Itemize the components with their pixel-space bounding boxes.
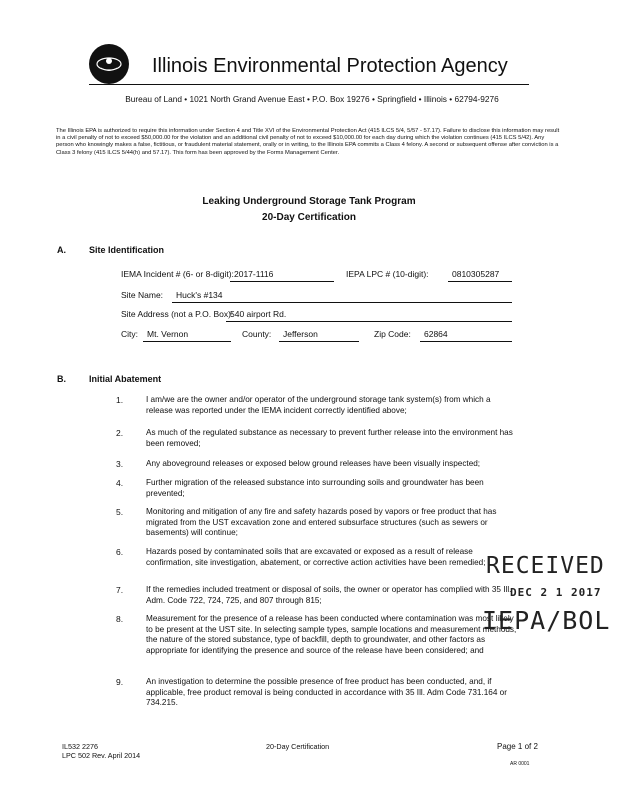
program-title: Leaking Underground Storage Tank Program [202, 196, 416, 207]
iepa-lpc-underline [448, 281, 512, 282]
received-stamp-date: DEC 2 1 2017 [510, 586, 602, 599]
form-title: 20-Day Certification [262, 212, 356, 223]
item-7-number: 7. [116, 585, 124, 595]
agency-address: Bureau of Land • 1021 North Grand Avenue East • P.O. Box 19276 • Springfield • Illinois • 62794-9276 [125, 94, 499, 104]
received-stamp-office: IEPA/BOL [482, 606, 611, 635]
item-4-text: Further migration of the released substance into surrounding soils and groundwater has been prevented; [146, 478, 484, 498]
item-9-number: 9. [116, 677, 124, 687]
footer-form-code-line: IL532 2276 [62, 742, 98, 751]
zip-code-underline [420, 341, 512, 342]
item-8-text: Measurement for the presence of a release has been conducted where contamination was most likely to be present at the UST site. In selecting sample types, sample locations and measurement methods, the nature of the stored substance, type of backfill, depth to groundwater, and other factors as appropriate for identifying the presence and source of the release have been considered; and [146, 614, 517, 655]
iepa-lpc-label: IEPA LPC # (10-digit): [346, 269, 429, 279]
county-underline [279, 341, 359, 342]
item-6-text: Hazards posed by contaminated soils that are excavated or exposed as a result of release confirmation, site investigation, abatement, or corrective action activities have been remedied; [146, 547, 486, 567]
legal-notice-text: The Illinois EPA is authorized to require this information under Section 4 and Title XVI of the Environmental Protection Act (415 ILCS 5/4, 5/57 - 57.17). Failure to disclose this information may result in a civil penalty of not to exceed $50,000.00 for the violation and an additional civil penalty of not to exceed $10,000.00 for each day during which the violation continues (415 ILCS 5/42). Any person who knowingly makes a false, fictitious, or fraudulent material statement, orally or in writing, to the Illinois EPA commits a Class 4 felony. A second or subsequent offense after conviction is a Class 3 felony (415 ILCS 5/44(h) and 57.17). This form has been approved by the Forms Management Center. [56, 128, 560, 156]
item-9-text: An investigation to determine the possible presence of free product has been conducted, and, if applicable, free product removal is being conducted in accordance with 35 Ill. Adm Code 731.164 or 734.215. [146, 677, 507, 707]
city-label: City: [121, 329, 138, 339]
item-3-text: Any aboveground releases or exposed below ground releases have been visually inspected; [146, 459, 481, 468]
footer-form-code [62, 742, 140, 760]
item-6-number: 6. [116, 547, 124, 557]
seal-icon [89, 44, 129, 84]
item-2-number: 2. [116, 428, 124, 438]
county-label: County: [242, 329, 272, 339]
site-name-label: Site Name: [121, 290, 164, 300]
received-stamp-text: RECEIVED [486, 553, 605, 579]
footer-form-revision: LPC 502 Rev. April 2014 [62, 751, 141, 760]
item-7-text: If the remedies included treatment or disposal of soils, the owner or operator has complied with 35 Ill. Adm. Code 722, 724, 725, and 807 through 815; [146, 585, 512, 605]
section-a-title: Site Identification [89, 245, 165, 255]
section-b-letter: B. [57, 374, 66, 384]
item-1-text: I am/we are the owner and/or operator of the underground storage tank system(s) from which a release was reported under the IEMA incident correctly identified above; [146, 395, 491, 415]
county-value[interactable]: Jefferson [283, 329, 318, 339]
iepa-lpc-value[interactable]: 0810305287 [452, 269, 500, 279]
site-address-label: Site Address (not a P.O. Box): [121, 309, 234, 319]
footer-bates-mark: AR 0001 [510, 761, 530, 767]
item-1-number: 1. [116, 395, 124, 405]
city-underline [143, 341, 231, 342]
item-3-number: 3. [116, 459, 124, 469]
legal-notice [56, 128, 562, 157]
item-4-number: 4. [116, 478, 124, 488]
site-name-value[interactable]: Huck's #134 [176, 290, 223, 300]
header-divider [89, 84, 529, 85]
item-8-number: 8. [116, 614, 124, 624]
footer-page-number: Page 1 of 2 [497, 742, 538, 751]
zip-code-value[interactable]: 62864 [424, 329, 448, 339]
site-address-value[interactable]: 540 airport Rd. [230, 309, 287, 319]
iepa-seal-logo [89, 44, 129, 84]
iema-incident-underline [230, 281, 334, 282]
site-address-underline [226, 321, 512, 322]
item-5-number: 5. [116, 507, 124, 517]
footer-form-name: 20-Day Certification [266, 742, 330, 751]
zip-code-label: Zip Code: [374, 329, 411, 339]
item-2-text: As much of the regulated substance as necessary to prevent further release into the environment has been removed; [146, 428, 513, 448]
iema-incident-value[interactable]: 2017-1116 [234, 269, 274, 279]
section-b-title: Initial Abatement [89, 374, 162, 384]
agency-name: Illinois Environmental Protection Agency [152, 55, 508, 77]
city-value[interactable]: Mt. Vernon [147, 329, 189, 339]
site-name-underline [172, 302, 512, 303]
iema-incident-label: IEMA Incident # (6- or 8-digit): [121, 269, 234, 279]
section-a-letter: A. [57, 245, 66, 255]
item-5-text: Monitoring and mitigation of any fire and safety hazards posed by vapors or free product that has migrated from the UST excavation zone and entered subsurface structures (such as sewers or basements) will continue; [146, 507, 497, 537]
